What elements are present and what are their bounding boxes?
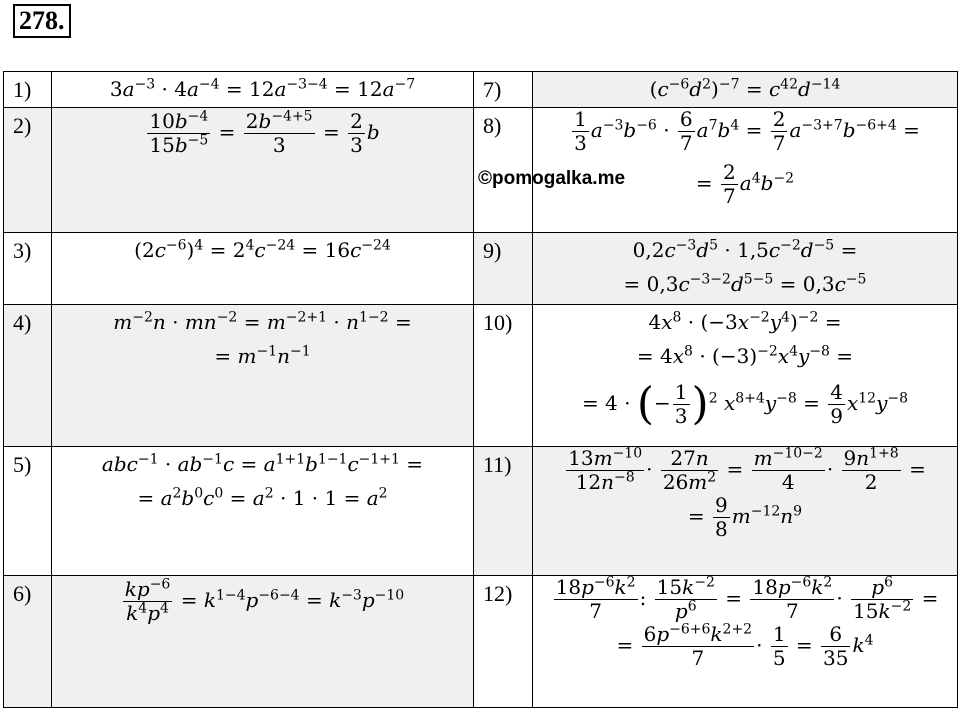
solution-6: $\frac{kp^{-6}}{k^4p^4}$ = $k^{1-4}p^{-6-4} = k^{-3}p^{-10}$ <box>52 576 474 708</box>
item-number: 3) <box>4 233 52 305</box>
solution-8: $\frac{1}{3}$ $a^{-3}b^{-6}$ · $\frac{6}{7}$ $a^7b^4$ = $\frac{2}{7}$ $a^{-3+7}b^{-6+4}$ = = $\frac{2}{7}$ $a^4b^{-2}$ <box>533 108 958 233</box>
item-number: 5) <box>4 447 52 576</box>
solution-10: $4x^8 \cdot (-3x^{-2}y^4)^{-2}$ = = $4x^8 \cdot (-3)^{-2}x^4y^{-8}$ = = 4 · (− $\frac{1}{3}$ )$^2$ $x^{8+4}y^{-8}$ = $\frac{4}{9}$ $x^{12}y^{-8}$ <box>533 305 958 447</box>
solution-9: $0,2c^{-3}d^5 \cdot 1,5c^{-2}d^{-5}$ = = $0,3c^{-3-2}d^{5-5} = 0,3c^{-5}$ <box>533 233 958 305</box>
solution-12: $\frac{18p^{-6}k^2}{7}$ : $\frac{15k^{-2}}{p^6}$ = $\frac{18p^{-6}k^2}{7}$ · $\frac{p^6}{15k^{-2}}$ = = $\frac{6p^{-6+6}k^{2+2}}{7}$ · $\frac{1}{5}$ = $\frac{6}{35}$ $k^4$ <box>533 576 958 708</box>
solution-7: $(c^{-6}d^2)^{-7} = c^{42}d^{-14}$ <box>533 72 958 108</box>
item-number: 8) <box>474 108 533 233</box>
table-row <box>4 233 958 305</box>
table-row <box>4 305 958 447</box>
table-row <box>4 72 958 108</box>
item-number: 7) <box>474 72 533 108</box>
solution-4: $m^{-2}n \cdot mn^{-2} = m^{-2+1} \cdot n^{1-2}$ = = $m^{-1}n^{-1}$ <box>52 305 474 447</box>
item-number: 2) <box>4 108 52 233</box>
solutions-table <box>3 71 958 708</box>
item-number: 11) <box>474 447 533 576</box>
problem-number: 278. <box>13 4 71 38</box>
solution-2: $\frac{10b^{-4}}{15b^{-5}}$ = $\frac{2b^{-4+5}}{3}$ = $\frac{2}{3}$ b <box>52 108 474 233</box>
item-number: 10) <box>474 305 533 447</box>
item-number: 1) <box>4 72 52 108</box>
watermark: ©pomogalka.me <box>478 168 626 189</box>
solution-3: $(2c^{-6})^4 = 2^4c^{-24} = 16c^{-24}$ <box>52 233 474 305</box>
item-number: 4) <box>4 305 52 447</box>
item-number: 12) <box>474 576 533 708</box>
solution-1: $3a^{-3} \cdot 4a^{-4} = 12a^{-3-4} = 12a^{-7}$ <box>52 72 474 108</box>
item-number: 6) <box>4 576 52 708</box>
solution-11: $\frac{13m^{-10}}{12n^{-8}}$ · $\frac{27n}{26m^2}$ = $\frac{m^{-10-2}}{4}$ · $\frac{9n^{1+8}}{2}$ = = $\frac{9}{8}$ $m^{-12}n^9$ <box>533 447 958 576</box>
solution-5: $abc^{-1} \cdot ab^{-1}c = a^{1+1}b^{1-1}c^{-1+1}$ = = $a^2b^0c^0 = a^2 \cdot 1 \cdot 1 = a^2$ <box>52 447 474 576</box>
table-row <box>4 447 958 576</box>
item-number: 9) <box>474 233 533 305</box>
table-row <box>4 576 958 708</box>
